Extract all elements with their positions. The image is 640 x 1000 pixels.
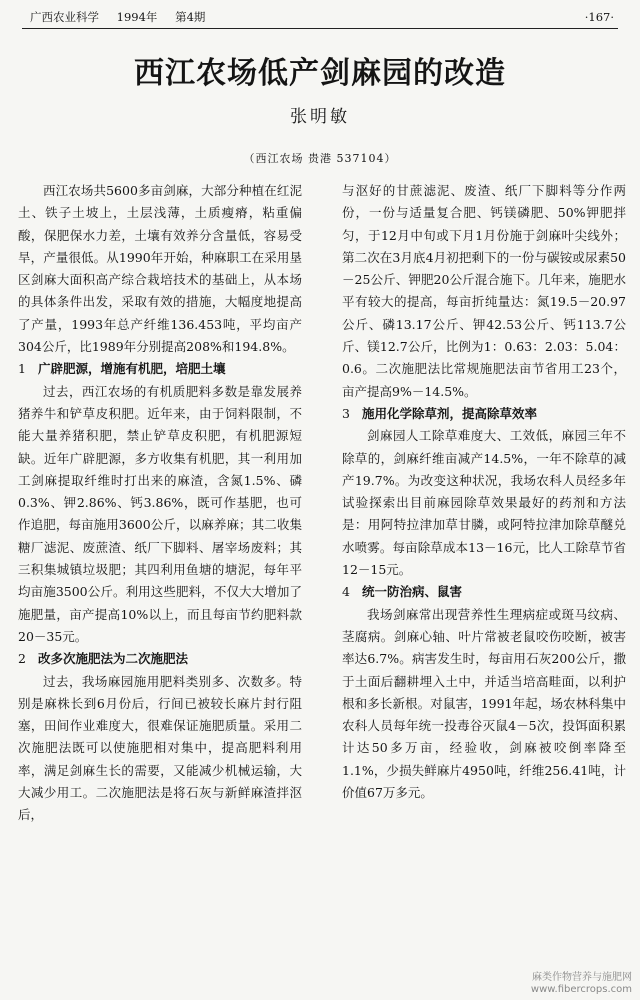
section-heading-2 — [18, 648, 302, 670]
journal-info — [30, 6, 219, 28]
journal-issue: 第4期 — [175, 10, 206, 24]
section-heading-1 — [18, 358, 302, 380]
section-title: 统一防治病、鼠害 — [361, 584, 462, 600]
section-number: 3 — [342, 405, 350, 421]
section-number: 1 — [18, 361, 26, 377]
section-heading-4 — [342, 581, 626, 603]
section-number: 2 — [18, 651, 26, 667]
journal-name: 广西农业科学 — [30, 10, 99, 24]
section-title: 改多次施肥法为二次施肥法 — [37, 651, 188, 667]
watermark-title: 麻类作物营养与施肥网 — [532, 972, 632, 983]
journal-year: 1994年 — [116, 10, 158, 24]
section-1-paragraph: 过去，西江农场的有机质肥料多数是靠发展养猪养牛和铲草皮积肥。近年来，由于饲料限制，不能大量养猪积肥，禁止铲草皮积肥，有机肥源短缺。近年广辟肥源，多方收集有机肥，其一利用加工剑麻提取纤维时打出来的麻渣，含氮1.5%、磷0.3%、钾2.86%、钙3.86%，既可作基肥，也可作追肥，每亩施用3600公斤，以麻养麻；其二收集糖厂滤泥、废蔗渣、纸厂下脚料、屠宰场废料；其三积集城镇垃圾肥；其四利用鱼塘的塘泥，每年平均亩施3500公斤。利用这些肥料，不仅大大增加了施肥量，亩产提高10%以上，而且每亩节约肥料款20－35元。 — [18, 383, 302, 644]
section-heading-3 — [342, 403, 626, 425]
section-title: 广辟肥源，增施有机肥，培肥土壤 — [37, 361, 226, 377]
section-3-paragraph: 剑麻园人工除草难度大、工效低，麻园三年不除草的，剑麻纤维亩减产14.5%，一年不除草的减产19.7%。为改变这种状况，我场农科人员经多年试验探索出目前麻园除草效果最好的药剂和方法是：用阿特拉津加草甘膦，或阿特拉津加除草醚兑水喷雾。每亩除草成本13－16元，比人工除草节省12－15元。 — [342, 428, 626, 578]
section-number: 4 — [342, 584, 350, 600]
page-number: ·167· — [584, 10, 614, 24]
section-4-paragraph: 我场剑麻常出现营养性生理病症或斑马纹病、茎腐病。剑麻心轴、叶片常被老鼠咬伤咬断，被害率达6.7%。病害发生时，每亩用石灰200公斤，撒于土面后翻耕埋入土中，并适当培高畦面，以利护根和多长新根。对鼠害，1991年起，场农林科集中农科人员每年统一投毒谷灭鼠4－5次，投饵面积累计达50多万亩，经验收，剑麻被咬倒率降至1.1%，少损失鲜麻片4950吨，纤维256.41吨，计价值67万多元。 — [342, 606, 626, 801]
section-title: 施用化学除草剂，提高除草效率 — [361, 405, 537, 421]
author-affiliation: （西江农场 贵港 537104） — [243, 152, 397, 165]
section-2-continued: 与沤好的甘蔗滤泥、废渣、纸厂下脚料等分作两份，一份与适量复合肥、钙镁磷肥、50%钾肥拌匀，于12月中旬或下月1月份施于剑麻叶尖线外；第二次在3月底4月初把剩下的一份与碳铵或尿素50－25公斤、钾肥20公斤混合施下。几年来，施肥水平有较大的提高，每亩折纯量达：氮19.5－20.97公斤、磷13.17公斤、钾42.53公斤、钙113.7公斤、镁12.7公斤，比例为1：0.63：2.03：5.04：0.6。二次施肥法比常规施肥法亩节省用工23个，亩产提高9%－14.5%。 — [342, 183, 626, 399]
section-2-paragraph: 过去，我场麻园施用肥料类别多、次数多。特别是麻株长到6月份后，行间已被较长麻片封行阻塞，田间作业难度大，很难保证施肥质量。采用二次施肥法既可以使施肥相对集中，提高肥料利用率，满足剑麻生长的需要，又能减少机械运输，大大减少用工。二次施肥法是将石灰与新鲜麻渣拌沤后， — [18, 673, 302, 823]
watermark-url: www.fibercrops.com — [530, 984, 632, 995]
site-watermark — [531, 972, 632, 996]
running-header — [22, 6, 618, 29]
right-column — [342, 180, 626, 804]
article-title: 西江农场低产剑麻园的改造 — [134, 56, 506, 91]
article-author: 张明敏 — [290, 107, 350, 127]
intro-paragraph: 西江农场共5600多亩剑麻，大部分种植在红泥土、铁子土坡上，土层浅薄，土质瘦瘠，粘重偏酸，保肥保水力差，土壤有效养分含量低，容易受旱，产量很低。从1990年开始，种麻职工在采用垦区剑麻大面积高产综合栽培技术的基础上，从本场的具体条件出发，采取有效的措施，大幅度地提高了产量，1993年总产纤维136.453吨，平均亩产304公斤，比1989年分别提高208%和194.8%。 — [18, 183, 302, 355]
left-column — [18, 180, 302, 827]
